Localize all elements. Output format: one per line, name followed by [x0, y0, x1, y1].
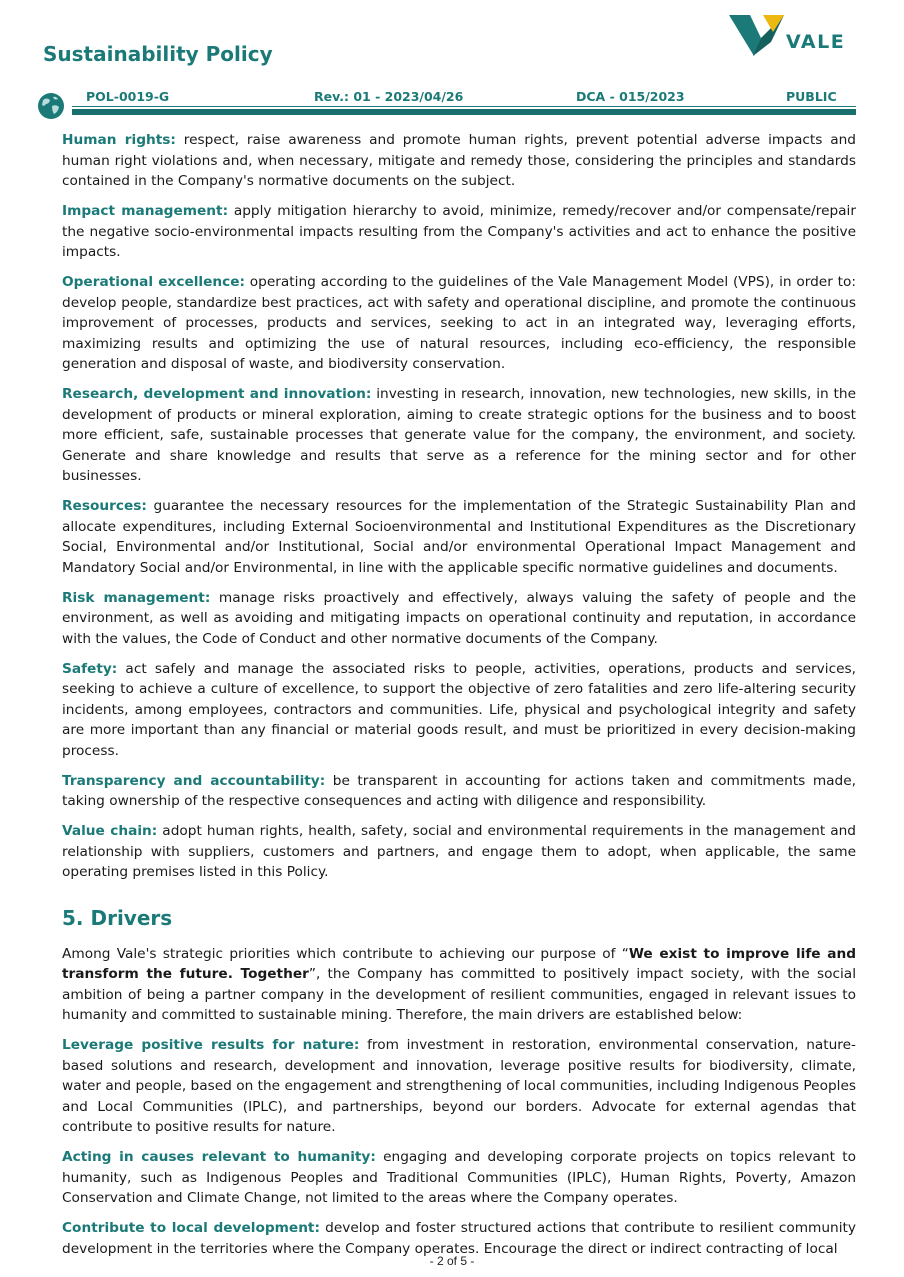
principle-impact-management — [62, 201, 856, 263]
principle-label: Impact management: — [62, 203, 229, 219]
drivers-heading: 5. Drivers — [62, 905, 173, 930]
principle-text: operating according to the guidelines of the Vale Management Model (VPS), in order to: develop people, standardize best practices, act with safety and operational discipline, and promote the continuous improvement of processes, products and services, seeking to act in an integrated way, leveraging efforts, maximizing results and optimizing the use of natural resources, including eco-efficiency, the responsible generation and disposal of waste, and biodiversity conservation. — [62, 274, 856, 372]
driver-label: Leverage positive results for nature: — [62, 1037, 360, 1053]
principle-label: Research, development and innovation: — [62, 386, 372, 402]
principle-text: investing in research, innovation, new technologies, new skills, in the development of products or mineral exploration, aiming to create strategic options for the business and to boost more efficient, safe, sustainable processes that generate value for the company, the environment, and society. Generate and share knowledge and results that serve as a reference for the mining sector and for other businesses. — [62, 386, 856, 484]
revision-info: Rev.: 01 - 2023/04/26 — [314, 89, 464, 104]
principle-text: apply mitigation hierarchy to avoid, minimize, remedy/recover and/or compensate/repair the negative socio-environmental impacts resulting from the Company's activities and act to enhance the positive impacts. — [62, 203, 856, 260]
logo-wordmark: VALE — [786, 31, 846, 53]
vale-logo — [728, 12, 844, 58]
principle-transparency-accountability — [62, 771, 856, 812]
principle-label: Operational excellence: — [62, 274, 246, 290]
dca-reference: DCA - 015/2023 — [576, 89, 685, 104]
driver-text: from investment in restoration, environmental conservation, nature-based solutions and research, development and innovation, leverage positive results for biodiversity, climate, water and people, based on the engagement and strengthening of local communities, including Indigenous Peoples and Local Communities (IPLC), and partnerships, beyond our borders. Advocate for external agendas that contribute to positive results for nature. — [62, 1037, 856, 1135]
principle-label: Value chain: — [62, 823, 158, 839]
principle-label: Human rights: — [62, 132, 176, 148]
globe-icon — [37, 92, 65, 120]
policy-body — [62, 130, 856, 1269]
principle-operational-excellence — [62, 272, 856, 375]
driver-text: engaging and developing corporate projects on topics relevant to humanity, such as Indigenous Peoples and Traditional Communities (IPLC), Human Rights, Poverty, Amazon Conservation and Climate Change, not limited to the areas where the Company operates. — [62, 1149, 856, 1206]
principle-label: Safety: — [62, 660, 118, 677]
principle-text: manage risks proactively and effectively, always valuing the safety of people and the environment, as well as avoiding and mitigating impacts on operational continuity and reputation, in accordance with the values, the Code of Conduct and other normative documents of the Company. — [62, 589, 856, 647]
driver-leverage-positive-results — [62, 1035, 856, 1138]
principle-text: guarantee the necessary resources for the implementation of the Strategic Sustainability Plan and allocate expenditures, including External Socioenvironmental and Institutional Expenditures as the Discretionary Social, Environmental and/or Institutional, Social and/or environmental Operational Impact Management and Mandatory Social and/or Environmental, in line with the applicable specific normative guidelines and documents. — [62, 498, 856, 576]
principle-label: Resources: — [62, 498, 147, 514]
intro-text-before: Among Vale's strategic priorities which contribute to achieving our purpose of “ — [62, 945, 629, 962]
drivers-intro — [62, 944, 856, 1026]
header-rule-thin — [72, 106, 856, 107]
vale-logo-icon — [728, 12, 788, 58]
principle-risk-management — [62, 588, 856, 650]
purpose-statement: We exist to improve life and transform the future. Together — [62, 945, 857, 982]
driver-text: develop and foster structured actions that contribute to resilient community development in the territories where the Company operates. Encourage the direct or indirect contracting of local — [62, 1220, 856, 1257]
principle-label: Transparency and accountability: — [62, 772, 326, 789]
driver-acting-in-causes — [62, 1147, 856, 1209]
principle-text: be transparent in accounting for actions taken and commitments made, taking ownership of the respective consequences and acting with diligence and responsibility. — [62, 772, 856, 809]
driver-label: Contribute to local development: — [62, 1220, 320, 1236]
principle-text: respect, raise awareness and promote human rights, prevent potential adverse impacts and human right violations and, when necessary, mitigate and remedy those, considering the principles and standards contained in the Company's normative documents on the subject. — [62, 132, 856, 189]
intro-text-after: ”, the Company has committed to positively impact society, with the social ambition of being a partner company in the development of resilient communities, engaged in relevant issues to humanity and committed to sustainable mining. Therefore, the main drivers are established below: — [62, 966, 856, 1023]
page-number: - 2 of 5 - — [429, 1254, 475, 1268]
classification-label: PUBLIC — [786, 89, 837, 104]
principle-text: adopt human rights, health, safety, social and environmental requirements in the management and relationship with suppliers, customers and partners, and engage them to adopt, when applicable, the same operating premises listed in this Policy. — [62, 823, 856, 880]
driver-label: Acting in causes relevant to humanity: — [62, 1149, 376, 1165]
principle-label: Risk management: — [62, 589, 211, 606]
driver-local-development — [62, 1218, 856, 1259]
principle-resources — [62, 496, 856, 578]
principle-research-development-innovation — [62, 384, 856, 487]
principle-value-chain — [62, 821, 856, 883]
document-code: POL-0019-G — [86, 89, 170, 104]
header-rule-thick — [72, 109, 856, 115]
page-title: Sustainability Policy — [43, 42, 273, 66]
principle-human-rights — [62, 130, 856, 192]
principle-safety — [62, 659, 856, 762]
principle-text: act safely and manage the associated risks to people, activities, operations, products and services, seeking to achieve a culture of excellence, to support the objective of zero fatalities and zero life-altering security incidents, among employees, contractors and communities. Life, physical and psychological integrity and safety are more important than any financial or material goods result, and must be prioritized in every decision-making process. — [62, 660, 856, 759]
